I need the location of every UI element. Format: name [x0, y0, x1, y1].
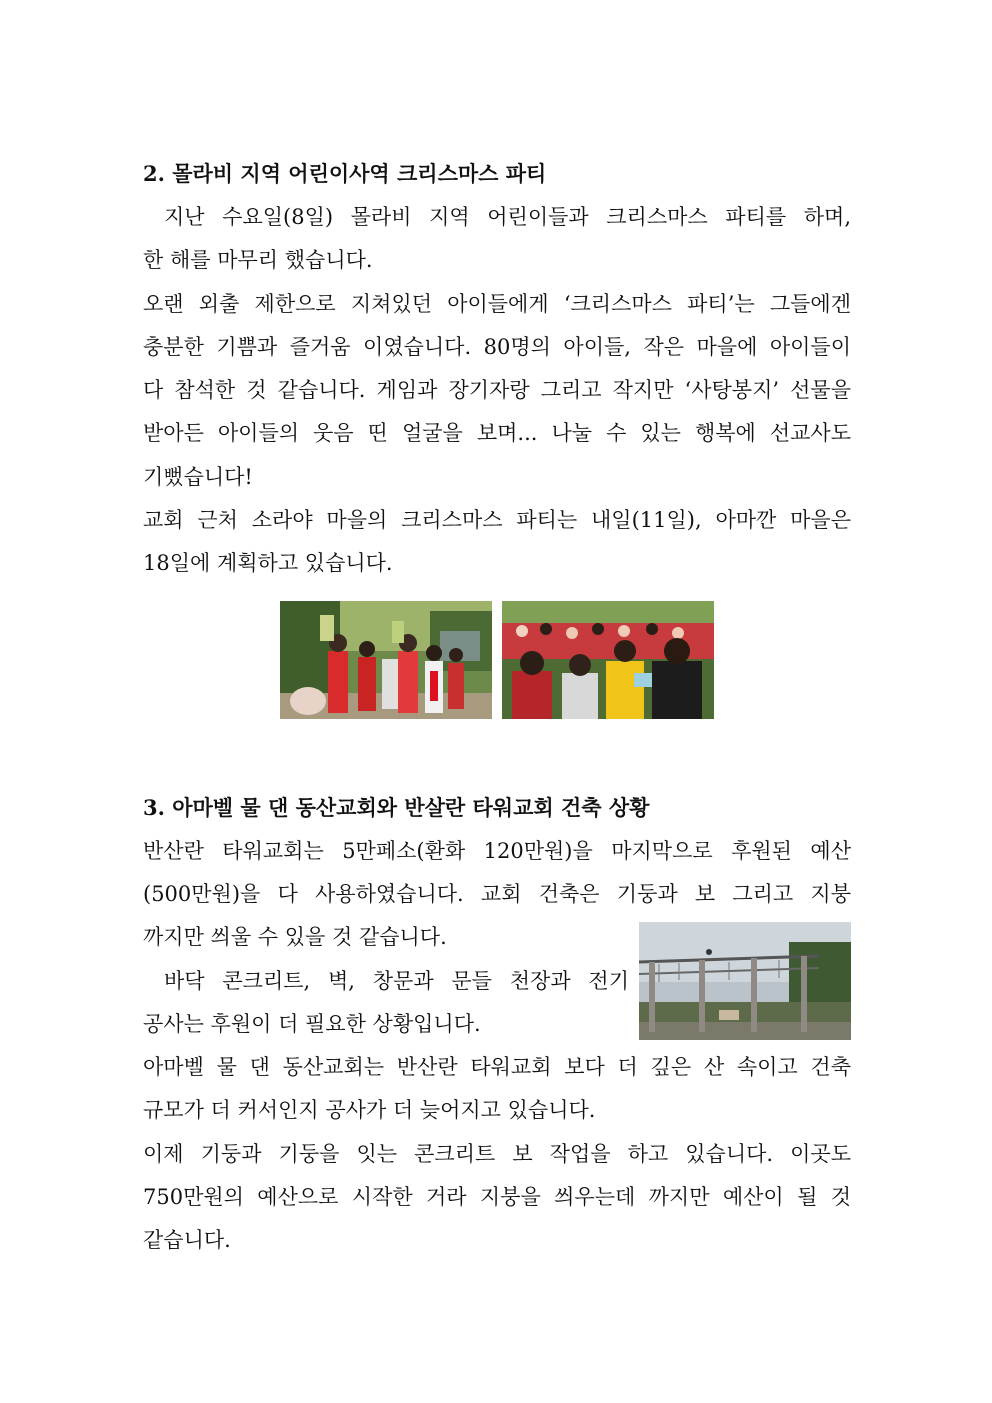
paragraph-line: 18일에 계획하고 있습니다. — [143, 551, 393, 576]
document-page — [143, 152, 851, 1263]
paragraph-line: 기뻤습니다! — [143, 464, 253, 489]
paragraph-line: (500만원)을 다 사용하였습니다. 교회 건축은 기둥과 보 그리고 지붕 — [143, 881, 851, 906]
paragraph-line: 750만원의 예산으로 시작한 거라 지붕을 씌우는데 까지만 예산이 될 것 — [143, 1185, 851, 1210]
party-photos — [143, 601, 851, 719]
paragraph-line: 까지만 씌울 수 있을 것 같습니다. — [143, 925, 447, 950]
paragraph-line: 한 해를 마무리 했습니다. — [143, 248, 373, 273]
paragraph-line: 이제 기둥과 기둥을 잇는 콘크리트 보 작업을 하고 있습니다. 이곳도 — [143, 1141, 851, 1166]
paragraph-line: 다 참석한 것 같습니다. 게임과 장기자랑 그리고 작지만 ‘사탕봉지’ 선물을 — [143, 378, 851, 403]
party-photo-children-outdoors — [280, 601, 492, 719]
paragraph-line: 오랜 외출 제한으로 지쳐있던 아이들에게 ‘크리스마스 파티’는 그들에겐 — [143, 291, 851, 316]
paragraph-line: 같습니다. — [143, 1228, 231, 1253]
paragraph-line: 공사는 후원이 더 필요한 상황입니다. — [143, 1011, 481, 1036]
paragraph-line: 바닥 콘크리트, 벽, 창문과 문들 천장과 전기 — [164, 968, 629, 993]
paragraph-line: 교회 근처 소라야 마을의 크리스마스 파티는 내일(11일), 아마깐 마을은 — [143, 508, 851, 533]
paragraph-line: 아마벨 물 댄 동산교회는 반산란 타워교회 보다 더 깊은 산 속이고 건축 — [143, 1055, 851, 1080]
text-with-photo — [143, 916, 851, 1046]
construction-photo — [639, 922, 851, 1040]
paragraph-line: 반산란 타워교회는 5만페소(환화 120만원)을 마지막으로 후원된 예산 — [143, 838, 851, 863]
wrapped-text — [143, 916, 629, 1046]
paragraph-line: 규모가 더 커서인지 공사가 더 늦어지고 있습니다. — [143, 1098, 596, 1123]
paragraph-line: 지난 수요일(8일) 몰라비 지역 어린이들과 크리스마스 파티를 하며, — [164, 205, 851, 229]
party-photo-gift-giving — [502, 601, 714, 719]
paragraph-line: 충분한 기쁨과 즐거움 이였습니다. 80명의 아이들, 작은 마을에 아이들이 — [143, 334, 851, 359]
section-2-heading: 2. 몰라비 지역 어린이사역 크리스마스 파티 — [143, 161, 547, 186]
section-3-heading: 3. 아마벨 물 댄 동산교회와 반살란 타워교회 건축 상황 — [143, 794, 650, 820]
paragraph-line: 받아든 아이들의 웃음 띤 얼굴을 보며... 나눌 수 있는 행복에 선교사도 — [143, 421, 851, 446]
section-spacer — [143, 719, 851, 786]
